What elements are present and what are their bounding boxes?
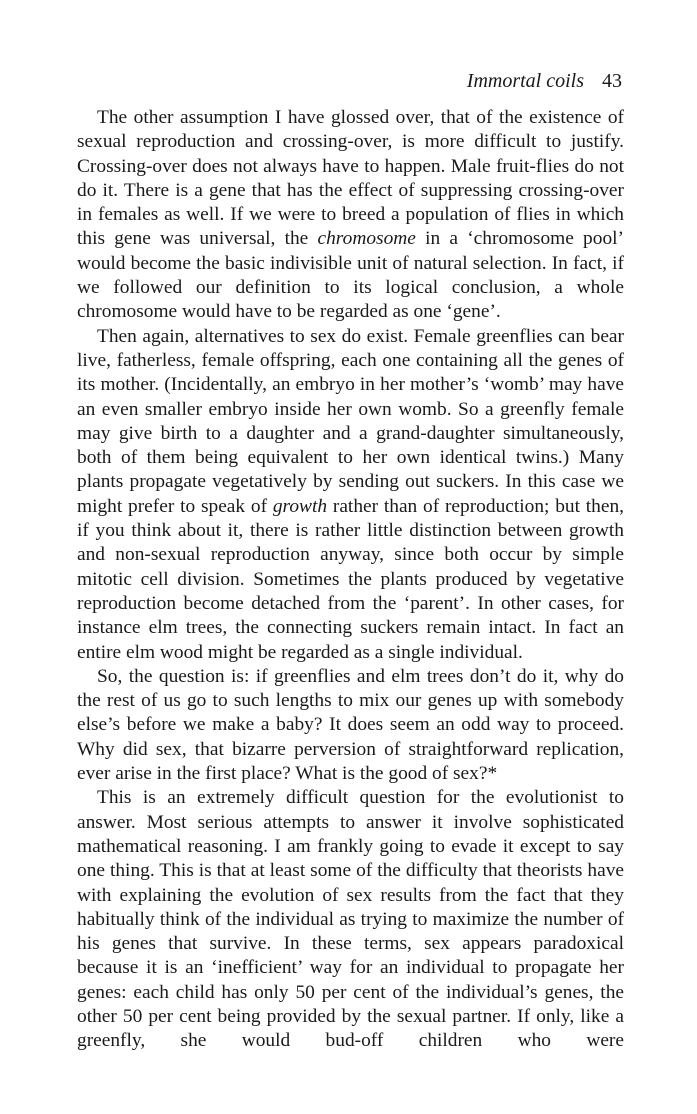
paragraph-2-italic-growth: growth <box>272 495 328 517</box>
paragraph-1-text-a: The other assumption I have glossed over, that of the existence of sexual reproduction and crossing-over, is more difficult to justify. Crossing-over does not always have to happen. Male fruit-flies do not do it. There is a gene that has the effect of suppressing crossing-over in females as well. If we were to breed a population of flies in which this gene was universal, the <box>77 107 624 250</box>
body-text <box>77 106 624 1054</box>
paragraph-1 <box>77 106 624 325</box>
running-title: Immortal coils <box>466 70 584 92</box>
paragraph-2 <box>77 325 624 665</box>
paragraph-1-italic-chromosome: chromosome <box>317 228 416 250</box>
paragraph-1-text-b: in a ‘chromosome pool’ would become the basic indivisible unit of natural selection. In fact, if we followed our definition to its logical conclusion, a whole chromosome would have to be regarded as one ‘gene’. <box>77 228 624 323</box>
paragraph-2-text-a: Then again, alternatives to sex do exist. Female greenflies can bear live, fatherless, female offspring, each one containing all the genes of its mother. (Incidentally, an embryo in her mother’s ‘womb’ may have an even smaller embryo inside her own womb. So a greenfly female may give birth to a daughter and a grand-daughter simultaneously, both of them being equivalent to her own identical twins.) Many plants propagate vegetatively by sending out suckers. In this case we might prefer to speak of <box>77 325 624 517</box>
paragraph-4-text: This is an extremely difficult question for the evolutionist to answer. Most serious attempts to answer it involve sophisticated mathematical reasoning. I am frankly going to evade it except to say one thing. This is that at least some of the difficulty that theorists have with explaining the evolution of sex results from the fact that they habitually think of the individual as trying to maximize the number of his genes that survive. In these terms, sex appears paradoxical because it is an ‘inefficient’ way for an individual to propagate her genes: each child has only 50 per cent of the individual’s genes, the other 50 per cent being provided by the sexual partner. If only, like a greenfly, she would bud-off children who were <box>77 787 624 1052</box>
paragraph-2-text-b: rather than of reproduction; but then, if you think about it, there is rather little distinction between growth and non-sexual reproduction anyway, since both occur by simple mitotic cell division. Sometimes the plants produced by vegetative reproduction become detached from the ‘parent’. In other cases, for instance elm trees, the connecting suckers remain intact. In fact an entire elm wood might be regarded as a single individual. <box>77 495 624 663</box>
paragraph-3-text: So, the question is: if greenflies and elm trees don’t do it, why do the rest of us go to such lengths to mix our genes up with somebody else’s before we make a baby? It does seem an odd way to proceed. Why did sex, that bizarre perversion of straightforward replication, ever arise in the first place? What is the good of sex?* <box>77 665 624 785</box>
running-head <box>77 70 624 98</box>
paragraph-4 <box>77 786 624 1053</box>
page-number: 43 <box>602 70 622 92</box>
book-page <box>77 70 624 1054</box>
paragraph-3 <box>77 665 624 786</box>
